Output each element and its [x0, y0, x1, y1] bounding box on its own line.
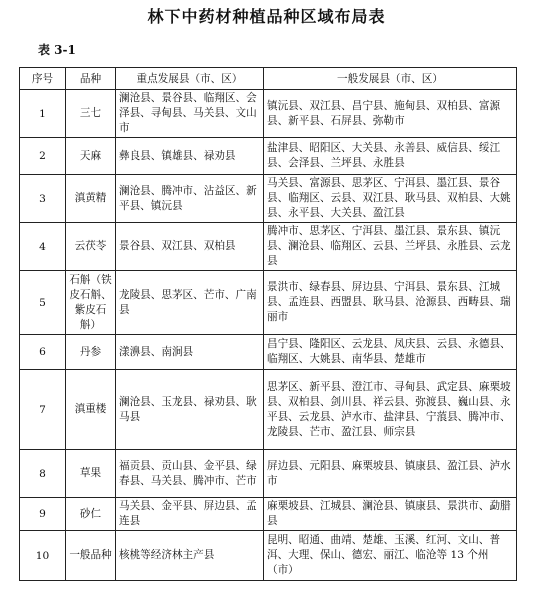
table-row	[20, 90, 517, 138]
table-row	[20, 531, 517, 581]
table-row	[20, 175, 517, 223]
row-no: 3	[20, 175, 66, 223]
row-no: 5	[20, 271, 66, 335]
row-general-counties: 盐津县、昭阳区、大关县、永善县、威信县、绥江县、会泽县、兰坪县、永胜县	[264, 138, 517, 175]
row-key-counties: 澜沧县、景谷县、临翔区、会泽县、寻甸县、马关县、文山市	[116, 90, 264, 138]
table-row	[20, 271, 517, 335]
row-no: 9	[20, 498, 66, 531]
row-general-counties: 景洪市、绿春县、屏边县、宁洱县、景东县、江城县、孟连县、西盟县、耿马县、沧源县、西畴县、瑞丽市	[264, 271, 517, 335]
row-variety: 三七	[66, 90, 116, 138]
row-general-counties: 麻栗坡县、江城县、澜沧县、镇康县、景洪市、勐腊县	[264, 498, 517, 531]
row-no: 8	[20, 450, 66, 498]
row-variety: 丹参	[66, 335, 116, 370]
row-variety: 砂仁	[66, 498, 116, 531]
row-no: 7	[20, 370, 66, 450]
row-key-counties: 漾濞县、南涧县	[116, 335, 264, 370]
row-variety: 草果	[66, 450, 116, 498]
header-no: 序号	[20, 68, 66, 90]
row-key-counties: 彝良县、镇雄县、禄劝县	[116, 138, 264, 175]
row-variety: 云茯苓	[66, 223, 116, 271]
row-key-counties: 澜沧县、玉龙县、禄劝县、耿马县	[116, 370, 264, 450]
row-no: 2	[20, 138, 66, 175]
document-title: 林下中药材种植品种区域布局表	[147, 7, 386, 26]
row-general-counties: 镇沅县、双江县、昌宁县、施甸县、双柏县、富源县、新平县、石屏县、弥勒市	[264, 90, 517, 138]
row-general-counties: 昌宁县、隆阳区、云龙县、凤庆县、云县、永德县、临翔区、大姚县、南华县、楚雄市	[264, 335, 517, 370]
table-row	[20, 223, 517, 271]
row-no: 1	[20, 90, 66, 138]
table-row	[20, 450, 517, 498]
header-key-counties: 重点发展县（市、区）	[116, 68, 264, 90]
row-variety: 石斛（铁皮石斛、紫皮石斛）	[66, 271, 116, 335]
row-variety: 滇重楼	[66, 370, 116, 450]
table-label: 表 3-1	[38, 43, 76, 57]
row-general-counties: 思茅区、新平县、澄江市、寻甸县、武定县、麻栗坡县、双柏县、剑川县、祥云县、弥渡县、巍山县、永平县、云龙县、泸水市、盐津县、宁蒗县、腾冲市、龙陵县、芒市、盈江县、师宗县	[264, 370, 517, 450]
header-variety: 品种	[66, 68, 116, 90]
row-general-counties: 腾冲市、思茅区、宁洱县、墨江县、景东县、镇沅县、澜沧县、临翔区、云县、兰坪县、永胜县、云龙县	[264, 223, 517, 271]
header-general-counties: 一般发展县（市、区）	[264, 68, 517, 90]
row-key-counties: 核桃等经济林主产县	[116, 531, 264, 581]
row-general-counties: 马关县、富源县、思茅区、宁洱县、墨江县、景谷县、临翔区、云县、双江县、耿马县、双柏县、大姚县、永平县、大关县、盈江县	[264, 175, 517, 223]
header-row	[20, 68, 517, 90]
row-variety: 天麻	[66, 138, 116, 175]
row-key-counties: 马关县、金平县、屏边县、孟连县	[116, 498, 264, 531]
row-key-counties: 福贡县、贡山县、金平县、绿春县、马关县、腾冲市、芒市	[116, 450, 264, 498]
table-row	[20, 498, 517, 531]
row-variety: 滇黄精	[66, 175, 116, 223]
row-key-counties: 澜沧县、腾冲市、沾益区、新平县、镇沅县	[116, 175, 264, 223]
row-no: 10	[20, 531, 66, 581]
row-key-counties: 景谷县、双江县、双柏县	[116, 223, 264, 271]
table-row	[20, 370, 517, 450]
row-no: 4	[20, 223, 66, 271]
row-key-counties: 龙陵县、思茅区、芒市、广南县	[116, 271, 264, 335]
row-general-counties: 屏边县、元阳县、麻栗坡县、镇康县、盈江县、泸水市	[264, 450, 517, 498]
table-row	[20, 138, 517, 175]
row-no: 6	[20, 335, 66, 370]
row-general-counties: 昆明、昭通、曲靖、楚雄、玉溪、红河、文山、普洱、大理、保山、德宏、丽江、临沧等 13 个州（市）	[264, 531, 517, 581]
table-row	[20, 335, 517, 370]
layout-table	[19, 67, 517, 581]
row-variety: 一般品种	[66, 531, 116, 581]
